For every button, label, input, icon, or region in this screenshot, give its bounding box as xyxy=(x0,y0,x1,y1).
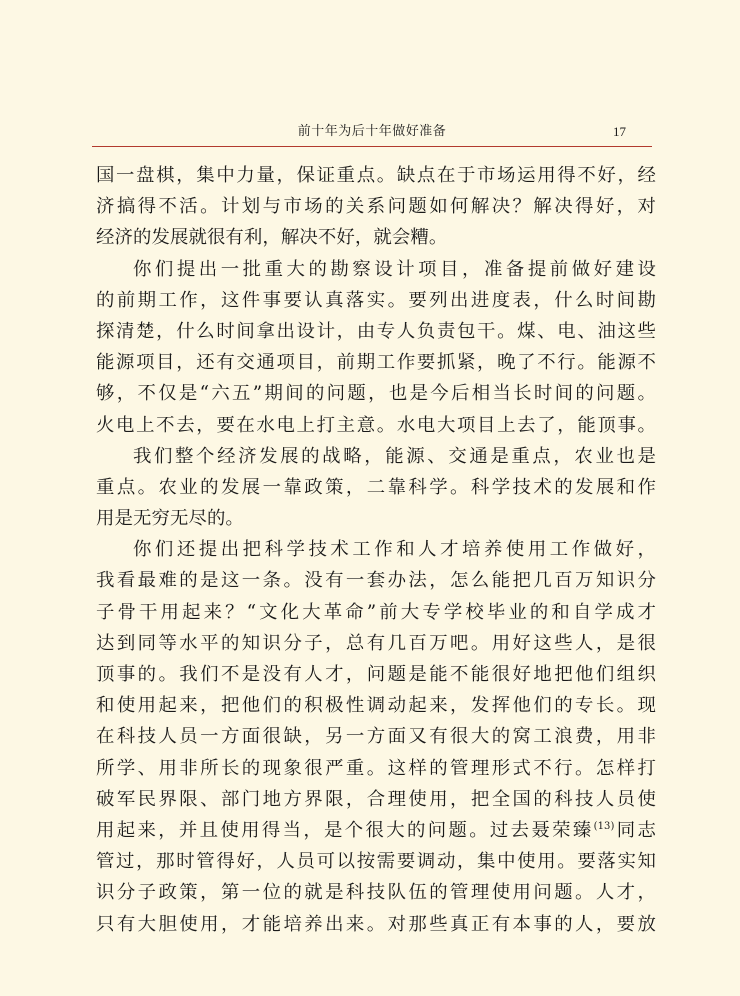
text-line: 的前期工作，这件事要认真落实。要列出进度表，什么时间勘 xyxy=(96,289,656,311)
body-text xyxy=(96,160,656,940)
text-line-segment: 同志 xyxy=(614,819,656,841)
text-line: 经济的发展就很有利，解决不好，就会糟。 xyxy=(96,227,448,249)
running-head xyxy=(92,122,652,142)
text-line: 火电上不去，要在水电上打主意。水电大项目上去了，能顶事。 xyxy=(96,414,656,436)
text-line: 达到同等水平的知识分子，总有几百万吧。用好这些人，是很 xyxy=(96,632,656,654)
text-line: 在科技人员一方面很缺，另一方面又有很大的窝工浪费，用非 xyxy=(96,726,656,748)
text-line: 只有大胆使用，才能培养出来。对那些真正有本事的人，要放 xyxy=(96,913,656,935)
text-line: 我看最难的是这一条。没有一套办法，怎么能把几百万知识分 xyxy=(96,570,656,592)
page-number: 17 xyxy=(613,124,626,139)
text-line: 和使用起来，把他们的积极性调动起来，发挥他们的专长。现 xyxy=(96,695,656,717)
running-title: 前十年为后十年做好准备 xyxy=(297,124,447,139)
text-line: 识分子政策，第一位的就是科技队伍的管理使用问题。人才， xyxy=(96,882,656,904)
text-line: 能源项目，还有交通项目，前期工作要抓紧，晚了不行。能源不 xyxy=(96,352,656,374)
text-line: 子骨干用起来？“文化大革命”前大专学校毕业的和自学成才 xyxy=(96,601,656,623)
text-line: 用是无穷无尽的。 xyxy=(96,508,244,530)
text-line-with-footnote xyxy=(96,815,656,846)
text-line: 你们还提出把科学技术工作和人才培养使用工作做好， xyxy=(133,539,656,561)
header-rule xyxy=(92,146,652,147)
text-line: 顶事的。我们不是没有人才，问题是能不能很好地把他们组织 xyxy=(96,664,656,685)
text-line: 国一盘棋，集中力量，保证重点。缺点在于市场运用得不好，经 xyxy=(96,165,656,186)
text-line: 所学、用非所长的现象很严重。这样的管理形式不行。怎样打 xyxy=(96,757,656,779)
text-line: 我们整个经济发展的战略，能源、交通是重点，农业也是 xyxy=(133,445,656,467)
text-line-segment: 用起来，并且使用得当，是个很大的问题。过去聂荣臻 xyxy=(96,819,594,841)
text-line: 管过，那时管得好，人员可以按需要调动，集中使用。要落实知 xyxy=(96,851,656,873)
text-line: 够，不仅是“六五”期间的问题，也是今后相当长时间的问题。 xyxy=(96,383,656,405)
text-line: 你们提出一批重大的勘察设计项目，准备提前做好建设 xyxy=(133,258,656,280)
text-line: 济搞得不活。计划与市场的关系问题如何解决？解决得好，对 xyxy=(96,196,656,218)
footnote-marker: (13) xyxy=(593,820,615,832)
text-line: 破军民界限、部门地方界限，合理使用，把全国的科技人员使 xyxy=(96,788,656,810)
text-line: 重点。农业的发展一靠政策，二靠科学。科学技术的发展和作 xyxy=(96,476,656,498)
text-line: 探清楚，什么时间拿出设计，由专人负责包干。煤、电、油这些 xyxy=(96,320,656,342)
